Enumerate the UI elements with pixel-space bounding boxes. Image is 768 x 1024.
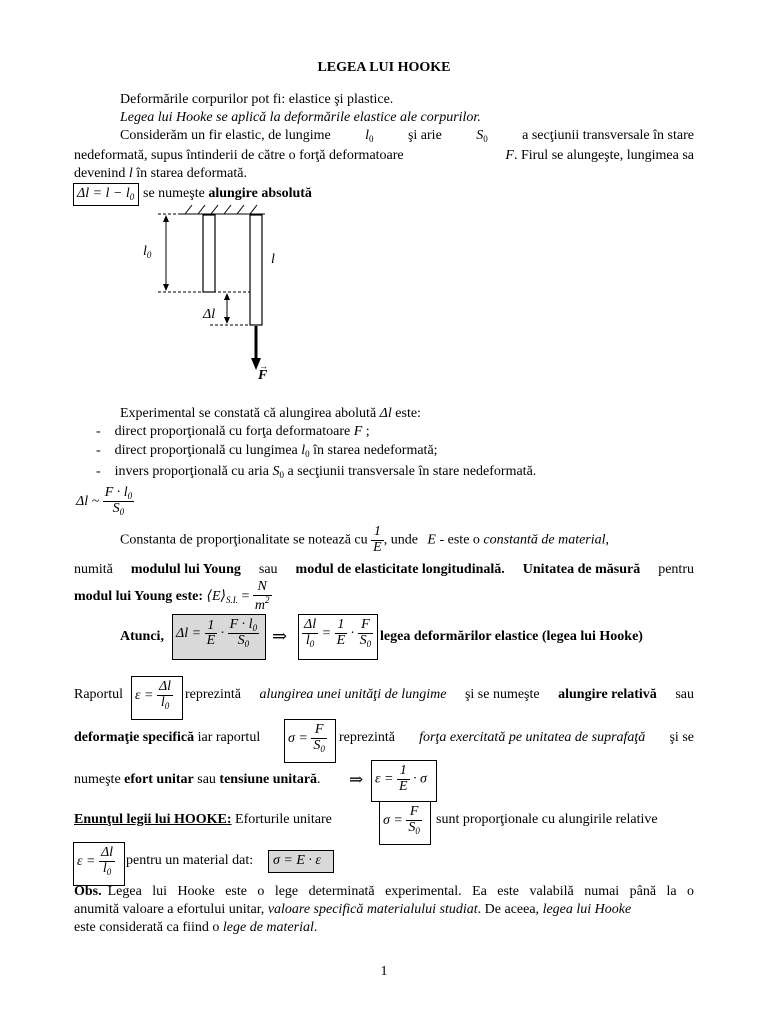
unit-stress-box	[284, 719, 336, 763]
hooke-relative-formula: $\frac{\Delta l}{l_0}$ = $\frac{1}{E}$ · $\frac{F}{S_0}$	[304, 617, 372, 649]
list-item: - direct proporţională cu forţa deformatoare F ;	[96, 424, 370, 439]
abs-elongation-formula: $\Delta l = l - l_0$	[77, 186, 135, 202]
abs-elongation-formula-box	[73, 183, 139, 206]
l0-arrow-up	[163, 215, 169, 222]
list-item: - direct proporţională cu lungimea $l_0$ în starea nedeformată;	[96, 443, 438, 459]
enunt-sigma-box	[379, 801, 431, 845]
symbol-S0: $S_0$	[476, 128, 488, 144]
enunt-line-b: sunt proporţionale cu alungirile relative	[436, 812, 658, 827]
enunt-material-label: pentru un material dat:	[126, 853, 254, 868]
specific-line-b: reprezintă forţa exercitată pe unitatea de suprafaţă şi se	[339, 730, 694, 745]
implies-arrow: ⇒	[272, 626, 288, 646]
enunt-eps-box	[73, 842, 125, 886]
young-line: numită modulul lui Young sau modul de elasticitate longitudinală. Unitatea de măsură pentru	[74, 562, 694, 577]
constant-line: Constanta de proporţionalitate se notează cu $\frac{1}{E}$ , unde E - este o constantă de material,	[120, 524, 610, 555]
page-number: 1	[380, 964, 388, 979]
abs-elongation-label: se numeşte alungire absolută	[143, 186, 312, 201]
raport-line: reprezintă alungirea unei unităţi de lungime şi se numeşte alungire relativă sau	[185, 687, 694, 702]
enunt-sigma-formula: σ = $\frac{F}{S_0}$	[383, 804, 420, 836]
obs-line-3: este considerată ca fiind o lege de material.	[74, 920, 318, 935]
undeformed-wire	[203, 215, 215, 292]
hooke-law-box	[268, 850, 334, 873]
hooke-law: σ = E · ε	[273, 853, 321, 868]
raport-label: Raportul	[74, 687, 123, 702]
force-vector-arrow: →	[259, 361, 268, 371]
dl-arrow-down	[224, 317, 230, 324]
relative-elongation-box	[131, 676, 183, 720]
symbol-l0: $l_0$	[365, 128, 374, 144]
intro-text: nedeformată, supus întinderii de către o forţă deformatoare	[74, 148, 404, 163]
ceiling-hatch	[185, 205, 257, 214]
intro-text: a secţiunii transversale în stare	[522, 128, 694, 143]
list-item: - invers proporţională cu aria $S_0$ a secţiunii transversale în stare nedeformată.	[96, 464, 537, 480]
unit-stress-formula: σ = $\frac{F}{S_0}$	[288, 722, 325, 754]
intro-text: Considerăm un fir elastic, de lungime	[120, 128, 331, 143]
diagram-label-l0: $l_0$	[143, 244, 152, 260]
enunt-eps-formula: ε = $\frac{\Delta l}{l_0}$	[77, 845, 114, 877]
relative-elongation-formula: ε = $\frac{\Delta l}{l_0}$	[135, 679, 172, 711]
diagram-label-F: F	[258, 368, 268, 383]
efort-line: numeşte efort unitar sau tensiune unitară.	[74, 772, 321, 787]
eps-formula: ε = $\frac{1}{E}$ · σ	[375, 763, 427, 794]
l0-arrow-down	[163, 284, 169, 291]
intro-line-1: Deformările corpurilor pot fi: elastice şi plastice.	[120, 92, 394, 107]
intro-text: şi arie	[407, 128, 442, 143]
hooke-formula-box	[172, 614, 266, 660]
obs-line-2: anumită valoare a efortului unitar, valoare specifică materialului studiat. De aceea, legea lui Hooke	[74, 902, 632, 917]
diagram-label-l: l	[271, 252, 275, 267]
intro-line-4	[74, 148, 694, 164]
experimental-intro: Experimental se constată că alungirea abolută Δl este:	[120, 406, 421, 421]
enunt-label: Enunţul legii lui HOOKE: Eforturile unitare	[74, 812, 332, 827]
deformed-wire	[250, 215, 262, 325]
diagram-label-dl: Δl	[203, 307, 216, 322]
implies-arrow-2: ⇒	[349, 770, 364, 789]
atunci-label: Atunci,	[120, 629, 164, 644]
obs-line-1: Obs. Legea lui Hooke este o lege determinată experimental. Ea este valabilă numai până la o	[74, 884, 694, 899]
specific-line-a: deformaţie specifică iar raportul	[74, 730, 261, 745]
page-title: LEGEA LUI HOOKE	[317, 60, 451, 75]
intro-line-5: devenind l în starea deformată.	[74, 166, 247, 181]
dl-arrow-up	[224, 293, 230, 300]
law-label: legea deformărilor elastice (legea lui Hooke)	[380, 629, 643, 644]
eps-formula-box	[371, 760, 437, 802]
proportionality-relation: Δl ~ $\frac{F \cdot l_0}{S_0}$	[76, 485, 133, 518]
intro-line-2: Legea lui Hooke se aplică la deformările elastice ale corpurilor.	[120, 110, 481, 125]
hooke-formula: Δl = $\frac{1}{E}$ · $\frac{F \cdot l_0}{S_0}$	[176, 617, 258, 650]
hooke-relative-box	[298, 614, 378, 660]
young-unit: modul lui Young este: $⟨E⟩_{S.I.}$ = $\frac{N}{m^2}$	[74, 579, 270, 613]
intro-line-3	[120, 128, 694, 144]
symbol-F: F. Firul se alungeşte, lungimea sa	[505, 148, 694, 163]
